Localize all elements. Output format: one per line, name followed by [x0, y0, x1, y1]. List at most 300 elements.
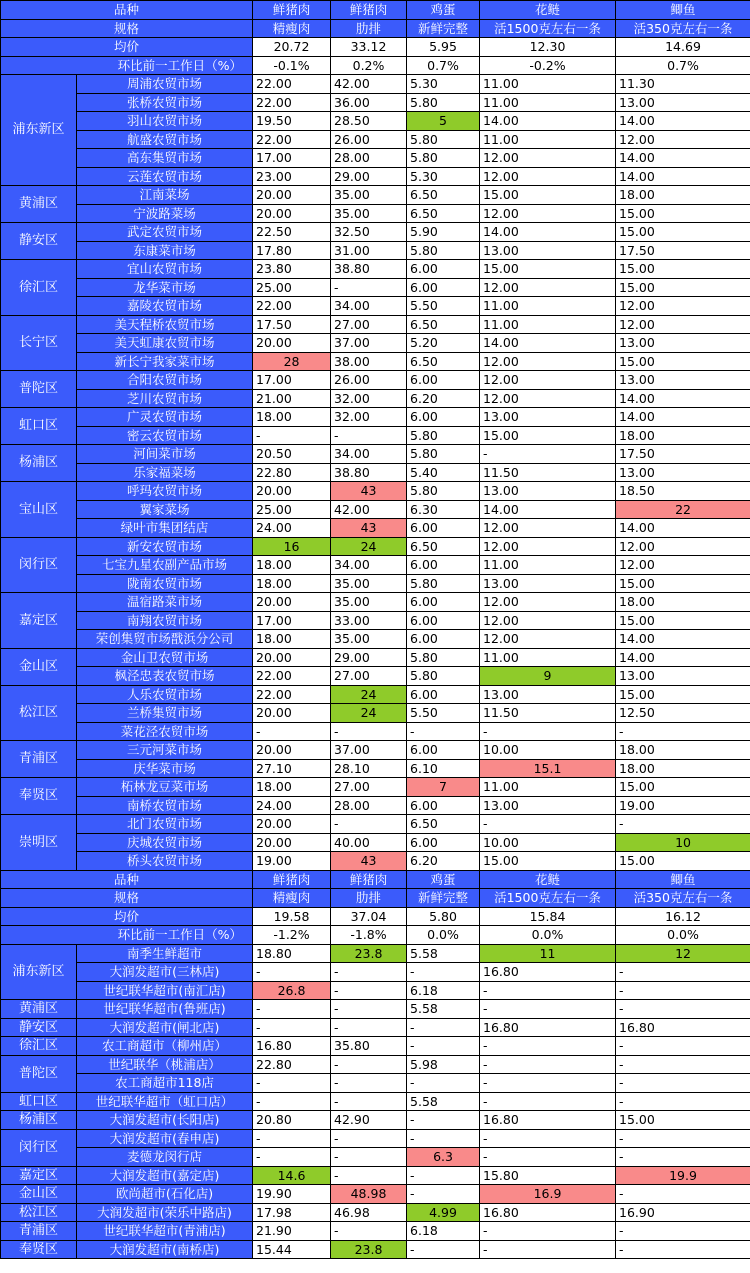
price-cell: - [616, 1092, 750, 1111]
price-cell: 14.00 [616, 389, 750, 408]
price-cell: 20.00 [253, 704, 331, 723]
price-cell: - [253, 426, 331, 445]
table-row [1, 833, 750, 852]
market-name: 高东集贸市场 [77, 149, 253, 168]
price-cell: 16.80 [480, 963, 616, 982]
price-cell: - [407, 1129, 480, 1148]
market-name: 菜花泾农贸市场 [77, 722, 253, 741]
table-row [1, 593, 750, 612]
price-cell: 5 [407, 112, 480, 131]
market-name: 金山卫农贸市场 [77, 648, 253, 667]
district-cell: 长宁区 [1, 315, 77, 371]
district-cell: 嘉定区 [1, 1166, 77, 1185]
average-value: 20.72 [253, 38, 331, 57]
table-row [1, 519, 750, 538]
price-cell: 20.00 [253, 482, 331, 501]
price-cell: 6.3 [407, 1148, 480, 1167]
table-row [1, 500, 750, 519]
price-cell: 12.00 [480, 278, 616, 297]
market-name: 宁波路菜场 [77, 204, 253, 223]
price-cell: 5.40 [407, 463, 480, 482]
price-cell: - [331, 1000, 407, 1019]
price-cell: 12.00 [480, 593, 616, 612]
price-cell: 6.00 [407, 260, 480, 279]
district-cell: 奉贤区 [1, 1240, 77, 1259]
price-cell: 11.50 [480, 463, 616, 482]
market-name: 人乐农贸市场 [77, 685, 253, 704]
market-name: 新长宁我家菜市场 [77, 352, 253, 371]
average-value: 14.69 [616, 38, 750, 57]
market-name: 大润发超市(南桥店) [77, 1240, 253, 1259]
change-value: 0.7% [407, 56, 480, 75]
table-row [1, 1092, 750, 1111]
spec-name: 精瘦肉 [253, 19, 331, 38]
price-cell: 23.8 [331, 1240, 407, 1259]
table-row [1, 852, 750, 871]
price-cell: 25.00 [253, 500, 331, 519]
price-cell: 20.00 [253, 593, 331, 612]
market-name: 新安农贸市场 [77, 537, 253, 556]
price-cell: 22.80 [253, 1055, 331, 1074]
price-cell: 26.8 [253, 981, 331, 1000]
price-cell: 18.00 [616, 593, 750, 612]
price-cell: - [616, 722, 750, 741]
price-cell: 4.99 [407, 1203, 480, 1222]
price-cell: 6.50 [407, 204, 480, 223]
price-cell: 5.98 [407, 1055, 480, 1074]
price-cell: 16.9 [480, 1185, 616, 1204]
price-cell: - [253, 1092, 331, 1111]
price-cell: 5.58 [407, 1000, 480, 1019]
price-cell: 35.00 [331, 630, 407, 649]
average-value: 16.12 [616, 907, 750, 926]
table-row [1, 1166, 750, 1185]
district-cell: 静安区 [1, 223, 77, 260]
price-cell: 6.50 [407, 815, 480, 834]
price-cell: 38.80 [331, 463, 407, 482]
market-name: 世纪联华超市(青浦店) [77, 1222, 253, 1241]
district-cell: 青浦区 [1, 741, 77, 778]
price-cell: - [331, 1166, 407, 1185]
table-row [1, 1203, 750, 1222]
price-cell: 5.30 [407, 167, 480, 186]
price-cell: 37.00 [331, 741, 407, 760]
price-cell: 14.00 [616, 408, 750, 427]
variety-name: 鲜猪肉 [253, 870, 331, 889]
variety-name: 花鲢 [480, 1, 616, 20]
header-row-variety [1, 870, 750, 889]
price-cell: 16.80 [480, 1203, 616, 1222]
price-cell: 12.00 [616, 537, 750, 556]
price-cell: 5.80 [407, 93, 480, 112]
price-cell: 12.00 [480, 630, 616, 649]
price-cell: - [331, 963, 407, 982]
variety-label: 品种 [1, 870, 253, 889]
price-cell: 15.00 [616, 278, 750, 297]
price-cell: 29.00 [331, 648, 407, 667]
market-name: 世纪联华超市(鲁班店) [77, 1000, 253, 1019]
price-cell: 12.00 [616, 315, 750, 334]
price-cell: 5.80 [407, 426, 480, 445]
price-cell: 15.00 [616, 352, 750, 371]
price-cell: 38.80 [331, 260, 407, 279]
variety-label: 品种 [1, 1, 253, 20]
table-row [1, 574, 750, 593]
table-row [1, 1111, 750, 1130]
table-row [1, 241, 750, 260]
variety-name: 鲫鱼 [616, 870, 750, 889]
spec-name: 新鲜完整 [407, 19, 480, 38]
table-row [1, 778, 750, 797]
price-cell: 5.90 [407, 223, 480, 242]
change-value: -1.8% [331, 926, 407, 945]
price-cell: 28.50 [331, 112, 407, 131]
price-cell: 14.00 [616, 519, 750, 538]
price-cell: - [407, 1240, 480, 1259]
header-row-spec [1, 19, 750, 38]
price-cell: - [480, 1037, 616, 1056]
average-value: 12.30 [480, 38, 616, 57]
price-cell: 17.80 [253, 241, 331, 260]
market-name: 三元河菜市场 [77, 741, 253, 760]
price-cell: - [480, 1055, 616, 1074]
price-cell: 15.00 [480, 852, 616, 871]
price-cell: - [616, 1129, 750, 1148]
price-cell: - [407, 1074, 480, 1093]
price-cell: 35.00 [331, 574, 407, 593]
price-cell: 19.00 [253, 852, 331, 871]
average-value: 33.12 [331, 38, 407, 57]
price-cell: 14.00 [480, 334, 616, 353]
price-cell: 15.44 [253, 1240, 331, 1259]
market-name: 广灵农贸市场 [77, 408, 253, 427]
price-cell: - [480, 445, 616, 464]
district-cell: 虹口区 [1, 408, 77, 445]
price-cell: - [616, 1222, 750, 1241]
market-name: 兰桥集贸市场 [77, 704, 253, 723]
table-row [1, 223, 750, 242]
table-row [1, 1000, 750, 1019]
price-cell: - [331, 1074, 407, 1093]
price-cell: 42.90 [331, 1111, 407, 1130]
price-cell: 17.50 [616, 241, 750, 260]
table-row [1, 704, 750, 723]
price-cell: - [253, 1000, 331, 1019]
price-cell: - [331, 1148, 407, 1167]
price-cell: 5.80 [407, 149, 480, 168]
table-row [1, 482, 750, 501]
price-cell: 27.00 [331, 778, 407, 797]
table-row [1, 1055, 750, 1074]
district-cell: 虹口区 [1, 1092, 77, 1111]
market-name: 武定农贸市场 [77, 223, 253, 242]
price-cell: 18.00 [616, 186, 750, 205]
price-cell: 6.20 [407, 389, 480, 408]
price-cell: 23.00 [253, 167, 331, 186]
table-row [1, 93, 750, 112]
price-cell: 19.90 [253, 1185, 331, 1204]
price-cell: 14.6 [253, 1166, 331, 1185]
change-value: -1.2% [253, 926, 331, 945]
price-cell: 14.00 [616, 648, 750, 667]
average-value: 5.80 [407, 907, 480, 926]
table-row [1, 630, 750, 649]
district-cell: 嘉定区 [1, 593, 77, 649]
price-cell: 18.00 [253, 574, 331, 593]
market-name: 温宿路菜市场 [77, 593, 253, 612]
variety-name: 鲜猪肉 [253, 1, 331, 20]
table-row [1, 426, 750, 445]
price-cell: - [407, 1018, 480, 1037]
price-cell: 18.50 [616, 482, 750, 501]
price-cell: 15.00 [616, 611, 750, 630]
price-cell: 6.00 [407, 593, 480, 612]
price-cell: 15.00 [616, 260, 750, 279]
price-cell: 6.50 [407, 186, 480, 205]
district-cell: 浦东新区 [1, 75, 77, 186]
market-name: 龙华菜市场 [77, 278, 253, 297]
price-cell: 15.00 [616, 685, 750, 704]
price-cell: 31.00 [331, 241, 407, 260]
district-cell: 奉贤区 [1, 778, 77, 815]
district-cell: 黄浦区 [1, 186, 77, 223]
price-cell: - [480, 1000, 616, 1019]
price-cell: - [253, 1129, 331, 1148]
price-cell: 6.00 [407, 833, 480, 852]
table-row [1, 611, 750, 630]
average-value: 15.84 [480, 907, 616, 926]
price-cell: - [616, 815, 750, 834]
price-cell: 12.00 [616, 556, 750, 575]
market-name: 周浦农贸市场 [77, 75, 253, 94]
price-cell: - [480, 1092, 616, 1111]
price-cell: 22.00 [253, 667, 331, 686]
table-row [1, 963, 750, 982]
price-cell: 15.00 [480, 426, 616, 445]
price-cell: 5.80 [407, 574, 480, 593]
table-row [1, 537, 750, 556]
district-cell: 闵行区 [1, 1129, 77, 1166]
market-name: 世纪联华超市（虹口店） [77, 1092, 253, 1111]
price-cell: 20.00 [253, 815, 331, 834]
price-cell: 16.90 [616, 1203, 750, 1222]
price-cell: 14.00 [616, 167, 750, 186]
price-cell: - [480, 1240, 616, 1259]
variety-name: 花鲢 [480, 870, 616, 889]
price-cell: - [253, 963, 331, 982]
price-cell: 18.00 [616, 426, 750, 445]
variety-name: 鲫鱼 [616, 1, 750, 20]
price-cell: 21.00 [253, 389, 331, 408]
price-cell: - [253, 1018, 331, 1037]
price-cell: 12.00 [480, 371, 616, 390]
price-cell: 17.98 [253, 1203, 331, 1222]
price-cell: 7 [407, 778, 480, 797]
price-cell: 6.00 [407, 796, 480, 815]
market-name: 麦德龙闵行店 [77, 1148, 253, 1167]
table-row [1, 204, 750, 223]
price-cell: 27.10 [253, 759, 331, 778]
price-cell: 13.00 [616, 93, 750, 112]
price-cell: 12.00 [480, 519, 616, 538]
price-cell: 28.00 [331, 796, 407, 815]
variety-name: 鲜猪肉 [331, 1, 407, 20]
variety-name: 鸡蛋 [407, 870, 480, 889]
price-cell: - [331, 426, 407, 445]
price-cell: - [407, 1111, 480, 1130]
price-cell: 46.98 [331, 1203, 407, 1222]
price-cell: 9 [480, 667, 616, 686]
average-value: 37.04 [331, 907, 407, 926]
district-cell: 闵行区 [1, 537, 77, 593]
price-cell: 5.50 [407, 297, 480, 316]
price-cell: 24.00 [253, 796, 331, 815]
price-cell: 11 [480, 944, 616, 963]
price-cell: 18.00 [253, 408, 331, 427]
price-cell: 15.00 [616, 778, 750, 797]
price-cell: 20.00 [253, 186, 331, 205]
change-row [1, 56, 750, 75]
district-cell: 金山区 [1, 1185, 77, 1204]
market-name: 南桥农贸市场 [77, 796, 253, 815]
change-value: 0.2% [331, 56, 407, 75]
market-name: 农工商超市118店 [77, 1074, 253, 1093]
price-cell: 15.00 [616, 574, 750, 593]
price-cell: 5.58 [407, 944, 480, 963]
price-cell: 34.00 [331, 445, 407, 464]
price-cell: 11.00 [480, 778, 616, 797]
price-cell: 17.50 [253, 315, 331, 334]
price-cell: 15.00 [616, 1111, 750, 1130]
spec-label: 规格 [1, 19, 253, 38]
price-cell: - [331, 722, 407, 741]
price-cell: 11.00 [480, 130, 616, 149]
price-cell: 22.00 [253, 93, 331, 112]
price-cell: - [253, 722, 331, 741]
price-cell: 6.20 [407, 852, 480, 871]
variety-name: 鸡蛋 [407, 1, 480, 20]
table-row [1, 722, 750, 741]
market-name: 世纪联华超市(南汇店) [77, 981, 253, 1000]
market-name: 大润发超市(闸北店) [77, 1018, 253, 1037]
price-cell: 17.00 [253, 611, 331, 630]
price-cell: 6.00 [407, 556, 480, 575]
market-name: 乐家福菜场 [77, 463, 253, 482]
price-cell: - [331, 278, 407, 297]
price-cell: - [407, 1037, 480, 1056]
price-cell: 13.00 [480, 574, 616, 593]
price-cell: 35.00 [331, 186, 407, 205]
price-cell: 20.80 [253, 1111, 331, 1130]
market-name: 美天程桥农贸市场 [77, 315, 253, 334]
price-cell: 6.00 [407, 278, 480, 297]
change-label: 环比前一工作日（%） [1, 926, 253, 945]
table-row [1, 130, 750, 149]
price-cell: 35.00 [331, 204, 407, 223]
price-cell: 12.00 [480, 149, 616, 168]
table-row [1, 75, 750, 94]
table-row [1, 352, 750, 371]
district-cell: 金山区 [1, 648, 77, 685]
price-cell: 6.18 [407, 1222, 480, 1241]
district-cell: 青浦区 [1, 1222, 77, 1241]
price-cell: 43 [331, 852, 407, 871]
spec-name: 活350克左右一条 [616, 889, 750, 908]
price-cell: - [480, 981, 616, 1000]
table-row [1, 389, 750, 408]
price-cell: - [331, 815, 407, 834]
price-cell: 16.80 [616, 1018, 750, 1037]
price-cell: 15.00 [616, 852, 750, 871]
price-cell: 6.50 [407, 352, 480, 371]
market-name: 宜山农贸市场 [77, 260, 253, 279]
price-table-body [1, 1, 750, 1259]
price-cell: 40.00 [331, 833, 407, 852]
price-cell: - [480, 1222, 616, 1241]
table-row [1, 371, 750, 390]
price-cell: 5.50 [407, 704, 480, 723]
market-name: 大润发超市(嘉定店) [77, 1166, 253, 1185]
price-cell: 6.50 [407, 315, 480, 334]
spec-name: 肋排 [331, 19, 407, 38]
price-cell: 24 [331, 685, 407, 704]
price-cell: 42.00 [331, 75, 407, 94]
market-name: 大润发超市(三林店) [77, 963, 253, 982]
price-cell: 14.00 [480, 112, 616, 131]
change-value: 0.0% [616, 926, 750, 945]
price-cell: 34.00 [331, 556, 407, 575]
average-label: 均价 [1, 38, 253, 57]
price-cell: 23.8 [331, 944, 407, 963]
price-cell: 26.00 [331, 371, 407, 390]
table-row [1, 1222, 750, 1241]
market-name: 庆华菜市场 [77, 759, 253, 778]
price-cell: 33.00 [331, 611, 407, 630]
table-row [1, 685, 750, 704]
price-cell: 21.90 [253, 1222, 331, 1241]
variety-name: 鲜猪肉 [331, 870, 407, 889]
price-cell: 20.00 [253, 334, 331, 353]
table-row [1, 1148, 750, 1167]
spec-name: 活350克左右一条 [616, 19, 750, 38]
market-name: 羽山农贸市场 [77, 112, 253, 131]
price-cell: 6.00 [407, 741, 480, 760]
market-name: 江南菜场 [77, 186, 253, 205]
price-cell: 20.00 [253, 833, 331, 852]
price-cell: 19.50 [253, 112, 331, 131]
price-cell: 12.00 [616, 297, 750, 316]
price-cell: 20.00 [253, 204, 331, 223]
market-name: 农工商超市（柳州店） [77, 1037, 253, 1056]
market-name: 美天虹康农贸市场 [77, 334, 253, 353]
market-name: 张桥农贸市场 [77, 93, 253, 112]
price-cell: 28 [253, 352, 331, 371]
price-cell: 32.00 [331, 408, 407, 427]
price-cell: 13.00 [480, 408, 616, 427]
price-cell: 6.30 [407, 500, 480, 519]
market-name: 合阳农贸市场 [77, 371, 253, 390]
price-cell: 12.00 [480, 537, 616, 556]
price-cell: - [253, 1148, 331, 1167]
price-cell: - [480, 722, 616, 741]
price-cell: 6.00 [407, 630, 480, 649]
price-cell: 17.50 [616, 445, 750, 464]
price-cell: 15.00 [616, 223, 750, 242]
price-cell: 6.00 [407, 685, 480, 704]
price-cell: 11.50 [480, 704, 616, 723]
price-cell: 18.00 [253, 630, 331, 649]
header-row-spec [1, 889, 750, 908]
